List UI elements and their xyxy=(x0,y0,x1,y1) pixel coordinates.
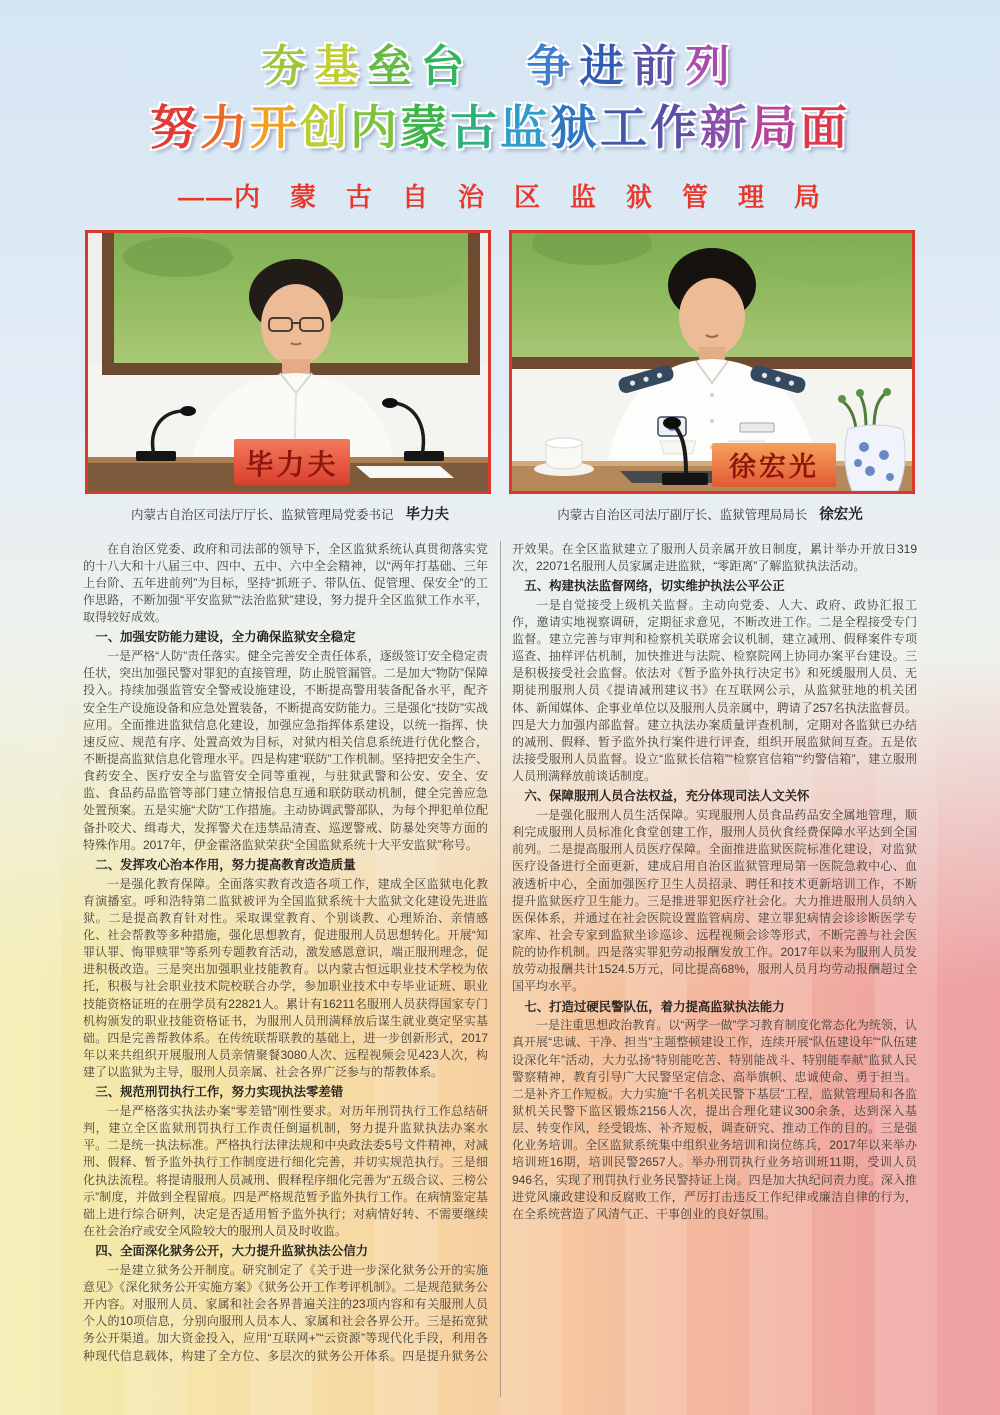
article-body xyxy=(83,541,917,1397)
nameplate-right xyxy=(712,443,836,487)
photo-left-official xyxy=(85,230,491,494)
title-char: 工 xyxy=(600,100,650,154)
photo-row xyxy=(85,230,915,494)
title-char xyxy=(474,42,527,91)
title-char: 努 xyxy=(150,100,200,154)
section-heading-3: 三、规范刑罚执行工作，努力实现执法零差错 xyxy=(95,1085,344,1100)
section-heading-5: 五、构建执法监督网络，切实维护执法公平公正 xyxy=(524,578,785,593)
caption-right-role: 内蒙古自治区司法厅副厅长、监狱管理局局长 xyxy=(557,507,808,522)
page-title-block xyxy=(0,0,1000,214)
title-char: 内 xyxy=(350,100,400,154)
caption-right xyxy=(500,503,920,524)
section-paragraph-3: 一是严格落实执法办案“零差错”刚性要求。对历年刑罚执行工作总结研判，建立全区监狱刑罚执行工作责任倒逼机制，努力提升监狱执法办案水平。二是统一执法标准。严格执行法律法规和中央政法委5号文件精神，对减刑、假释、暂予监外执行工作制度进行细化完善，并切实规范执行。三是细化执法流程。将提请服刑人员减刑、假释程序细化完善为“五级合议、三榜公示”制度，并做到全程留痕。四是严格规范暂予监外执行工作。在病情鉴定基础上进行综合研判，决定是否适用暂予监外执行；对病情好转、不需要继续在社会治疗或安全风险较大的服刑人员及时收监。 xyxy=(83,1104,488,1239)
section-paragraph-4: 一是建立狱务公开制度。研究制定了《关于进一步深化狱务公开的实施意见》《深化狱务公开实施方案》《狱务公开工作考评机制》。二是规范狱务公开内容。对服刑人员、家属和社会各界普遍关注的23项内容和有关服刑人员个人的10项信息，分别向服刑人员本人、家属和社会各界公开。三是拓宽狱务公开渠道。加大资金投入，应用“互联网+”“云资源”等现代化手段，利用各种现代信息载体，构建了全方位、多层次的狱务公开体系。四是提升狱务公开效果。在全区监狱建立了服刑人员亲属开放日制度，累计举办开放日319次，22071名服刑人员家属走进监狱，“零距离”了解监狱执法活动。 xyxy=(83,541,917,1363)
title-char: 前 xyxy=(632,42,686,91)
title-char: 狱 xyxy=(550,100,600,154)
caption-right-name: 徐宏光 xyxy=(819,506,863,523)
section-heading-6: 六、保障服刑人员合法权益，充分体现司法人文关怀 xyxy=(524,789,810,804)
title-char: 面 xyxy=(800,100,850,154)
title-line-2 xyxy=(0,101,1000,155)
section-paragraph-2: 一是强化教育保障。全面落实教育改造各项工作，建成全区监狱电化教育演播室。呼和浩特第二监狱被评为全国监狱系统十大监狱文化建设先进监狱。二是提高教育针对性。采取课堂教育、个别谈教、心理矫治、亲情感化、社会帮教等多种措施，强化思想教育，促进服刑人员思想转化。开展“知罪认罪、悔罪赎罪”等系列专题教育活动，激发感恩意识，端正服刑理念，促进积极改造。三是突出加强职业技能教育。以内蒙古恒远职业技术学校为依托，积极与社会职业技术院校联合办学，参加职业技术中专毕业证班、职业技能资格证班的在册学员有22821人。累计有16211名服刑人员获得国家专门机构颁发的职业技能资格证书，为服刑人员刑满释放后谋生就业奠定坚实基础。四是完善帮教体系。在传统联帮联教的基础上，进一步创新形式，2017年以来共组织开展服刑人员亲情聚餐3080人次、远程视频会见423人次，构建了以监狱为主导，服刑人员亲属、社会各界广泛参与的帮教体系。 xyxy=(83,876,488,1080)
section-heading-2: 二、发挥攻心治本作用，努力提高教育改造质量 xyxy=(95,857,356,872)
section-paragraph-6: 一是强化服刑人员生活保障。实现服刑人员食品药品安全属地管理，顺利完成服刑人员标准化食堂创建工作，服刑人员伙食经费保障水平达到全国前列。二是提高服刑人员医疗保障。全面推进监狱医院标准化建设，对监狱医疗设备进行全面更新，建成启用自治区监狱管理局第一医院急救中心、血液透析中心，全面加强医疗卫生人员招录、聘任和技术更新培训工作，不断提升监狱医疗卫生能力。三是推进罪犯医疗社会化。大力推进服刑人员纳入医保体系，并通过在社会医院设置监管病房、建立罪犯病情会诊诊断医学专家库、社会专家到监狱坐诊巡诊、远程视频会诊等形式，不断完善与社会医院的协作机制。四是落实罪犯劳动报酬发放工作。2017年以来为服刑人员发放劳动报酬共计1524.5万元，同比提高68%，服刑人员月均劳动报酬超过全国平均水平。 xyxy=(512,807,917,994)
subtitle: ——内 蒙 古 自 治 区 监 狱 管 理 局 xyxy=(177,181,822,212)
title-char: 作 xyxy=(650,100,700,154)
title-char: 监 xyxy=(500,100,550,154)
title-char: 新 xyxy=(700,100,750,154)
title-char: 局 xyxy=(750,100,800,154)
section-paragraph-1: 一是严格“人防”责任落实。健全完善安全责任体系，逐级签订安全稳定责任状，突出加强民警对罪犯的直接管理，防止脱管漏管。二是加大“物防”保障投入。持续加强监管安全警戒设施建设，不断提高警用装备配备水平，配齐安全生产设施设备和应急处置装备，不断提高安防能力。三是强化“技防”实战应用。全面推进监狱信息化建设，加强应急指挥体系建设，以统一指挥、快速反应、规范有序、处置高效为目标，对狱内相关信息系统进行优化整合，不断提高监狱信息化管理水平。四是构建“联防”工作机制。坚持把安全生产、食药安全、医疗安全与监管安全同等重视，与驻狱武警和公安、安全、安监、食品药品监管等部门建立情报信息互通和联防联动机制，健全完善应急处置预案。五是实施“犬防”工作措施。主动协调武警部队，为每个押犯单位配备扑咬犬、缉毒犬，发挥警犬在违禁品清查、巡逻警戒、防暴处突等方面的特殊作用。2017年，伊金霍洛监狱荣获“全国监狱系统十大平安监狱”称号。 xyxy=(83,649,488,852)
article-sections xyxy=(83,541,917,1397)
title-char: 台 xyxy=(420,42,474,91)
photo-right-officer xyxy=(509,230,915,494)
title-line-1 xyxy=(0,42,1000,93)
section-heading-1: 一、加强安防能力建设，全力确保监狱安全稳定 xyxy=(95,630,356,645)
title-char: 基 xyxy=(314,42,368,91)
title-char: 创 xyxy=(300,100,350,154)
papers xyxy=(356,466,454,478)
title-char: 蒙 xyxy=(400,100,450,154)
intro-paragraph: 在自治区党委、政府和司法部的领导下，全区监狱系统认真贯彻落实党的十八大和十八届三中、四中、五中、六中全会精神，以“两年打基础、三年上台阶、五年进前列”为目标，坚持“抓班子、带队伍、促管理、保安全”的工作思路，不断加强“平安监狱”“法治监狱”建设，努力提升全区监狱工作水平，取得较好成效。 xyxy=(83,541,488,625)
title-char: 力 xyxy=(200,100,250,154)
title-char: 争 xyxy=(526,42,580,91)
caption-row xyxy=(80,503,920,524)
title-char: 古 xyxy=(450,100,500,154)
nameplate-left xyxy=(234,439,350,485)
section-heading-4: 四、全面深化狱务公开，大力提升监狱执法公信力 xyxy=(95,1244,368,1259)
caption-left xyxy=(80,503,500,524)
caption-left-name: 毕力夫 xyxy=(405,506,449,523)
section-heading-7: 七、打造过硬民警队伍，着力提高监狱执法能力 xyxy=(524,999,785,1014)
section-paragraph-5: 一是自觉接受上级机关监督。主动向党委、人大、政府、政协汇报工作，邀请实地视察调研，定期征求意见，不断改进工作。二是全程接受专门监督。建立完善与审判和检察机关联席会议机制，建立减刑、假释案件专项巡查、抽样评估机制，加快推进与法院、检察院网上协同办案平台建设。三是积极接受社会监督。依法对《暂予监外执行决定书》和死缓服刑人员、无期徒刑服刑人员《提请减刑建议书》在互联网公示，从监狱驻地的机关团体、新闻媒体、企事业单位以及服刑人员亲属中，聘请了257名执法监督员。四是大力加强内部监督。建立执法办案质量评查机制，定期对各监狱已办结的减刑、假释、暂予监外执行案件进行评查，组织开展监狱间互查。五是依法接受服刑人员监督。设立“监狱长信箱”“检察官信箱”“约警信箱”，建立服刑人员刑满释放前谈话制度。 xyxy=(512,597,917,784)
name-tag xyxy=(740,423,774,432)
section-paragraph-7: 一是注重思想政治教育。以“两学一做”学习教育制度化常态化为统领，认真开展“忠诚、干净、担当”主题整顿建设工作，连续开展“队伍建设年”“队伍建设深化年”活动，大力弘扬“特别能吃苦、特别能战斗、特别能奉献”监狱人民警察精神，教育引导广大民警坚定信念、高举旗帜、忠诚使命、勇于担当。二是补齐工作短板。大力实施“千名机关民警下基层”工程，监狱管理局和各监狱机关民警下监区锻炼2156人次，提出合理化建议300余条，达到深入基层、转变作风，经受锻炼、补齐短板，调查研究、推动工作的目的。三是强化业务培训。全区监狱系统集中组织业务培训和岗位练兵，2017年以来举办培训班16期，培训民警2657人。举办刑罚执行业务培训班11期，受训人员946名，实现了刑罚执行业务民警持证上岗。四是加大执纪问责力度。深入推进党风廉政建设和反腐败工作，严厉打击违反工作纪律或廉洁自律的行为，在全系统营造了风清气正、干事创业的良好氛围。 xyxy=(512,1018,917,1221)
title-char: 进 xyxy=(579,42,633,91)
title-char: 夯 xyxy=(261,42,315,91)
title-char: 列 xyxy=(685,42,739,91)
caption-left-role: 内蒙古自治区司法厅厅长、监狱管理局党委书记 xyxy=(130,507,394,522)
photo-left-illustration xyxy=(88,233,488,491)
title-char: 垒 xyxy=(367,42,421,91)
photo-right-illustration xyxy=(512,233,912,491)
nameplate-right-text: 徐宏光 xyxy=(729,451,819,482)
nameplate-left-text: 毕力夫 xyxy=(245,449,339,481)
title-char: 开 xyxy=(250,100,300,154)
